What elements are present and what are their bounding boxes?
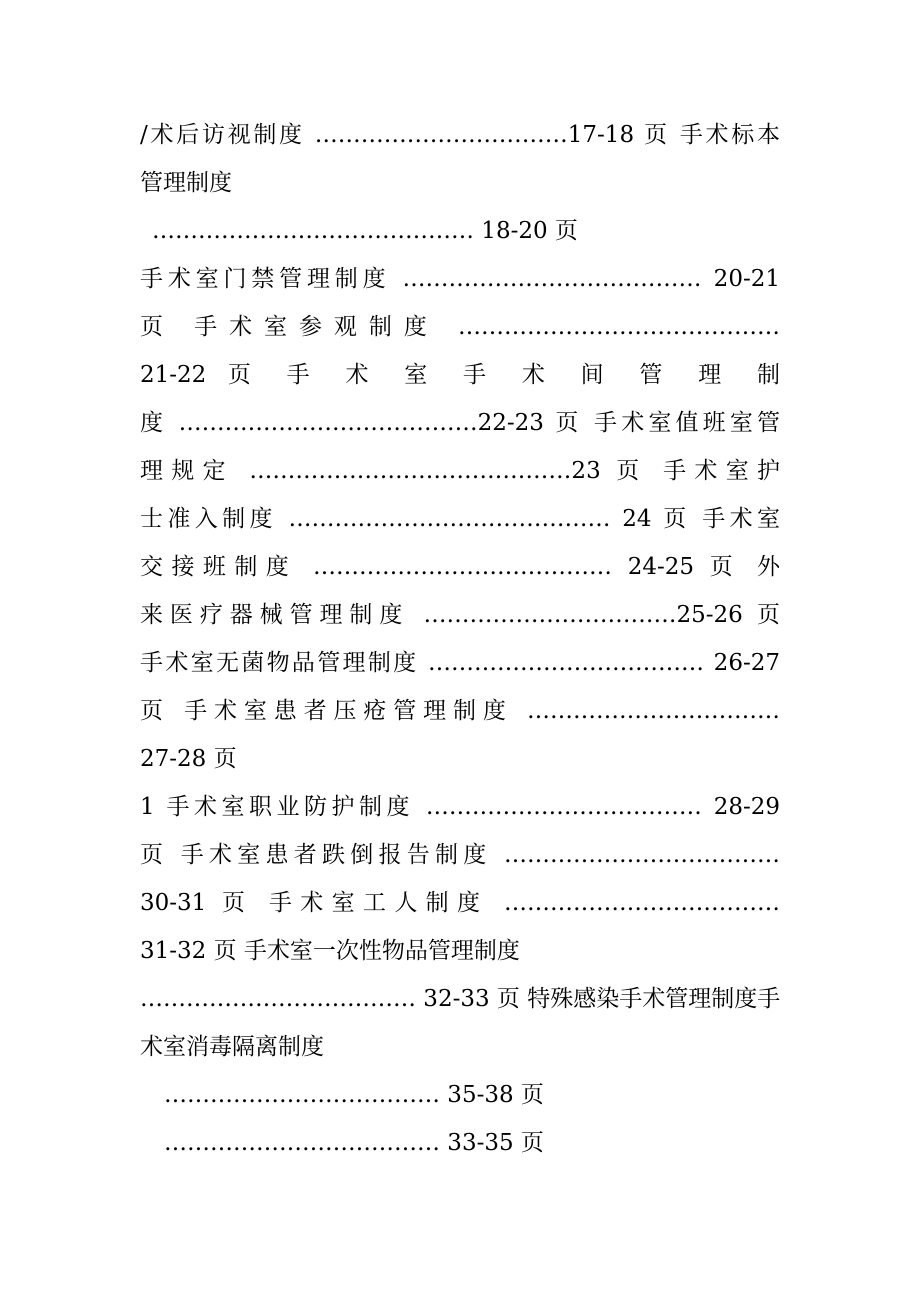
toc-line: ……………………………… 35-38 页	[164, 1082, 544, 1108]
toc-line: 1 手术室职业防护制度 ……………………………… 28-29	[140, 794, 780, 820]
toc-line: 交接班制度 ………………………………… 24-25 页 外	[140, 554, 780, 580]
toc-line: 手术室门禁管理制度 ………………………………… 20-21	[140, 266, 780, 292]
toc-line: /术后访视制度 ……………………………17-18 页 手术标本	[140, 122, 780, 148]
toc-line: 管理制度	[140, 170, 232, 196]
toc-line: 来医疗器械管理制度 ……………………………25-26 页	[140, 602, 780, 628]
toc-line: 31-32 页 手术室一次性物品管理制度	[140, 938, 520, 964]
toc-line: 理规定 ……………………………………23 页 手术室护	[140, 458, 780, 484]
toc-line: …………………………………… 18-20 页	[152, 218, 578, 244]
toc-line: 术室消毒隔离制度	[140, 1034, 324, 1060]
toc-line: 度 …………………………………22-23 页 手术室值班室管	[140, 410, 780, 436]
toc-line: 27-28 页	[140, 746, 237, 772]
toc-line: 30-31 页 手术室工人制度 ………………………………	[140, 890, 780, 916]
toc-line: ……………………………… 33-35 页	[164, 1130, 544, 1156]
toc-line: 页 手术室参观制度 ……………………………………	[140, 314, 780, 340]
toc-line: 手术室无菌物品管理制度 ……………………………… 26-27	[140, 650, 780, 676]
toc-line: 士准入制度 …………………………………… 24 页 手术室	[140, 506, 780, 532]
toc-line: 页 手术室患者跌倒报告制度 ………………………………	[140, 842, 780, 868]
toc-line: 21-22 页 手 术 室 手 术 间 管 理 制	[140, 362, 780, 388]
toc-line: 页 手术室患者压疮管理制度 ……………………………	[140, 698, 780, 724]
toc-line: ……………………………… 32-33 页 特殊感染手术管理制度手	[140, 986, 780, 1012]
